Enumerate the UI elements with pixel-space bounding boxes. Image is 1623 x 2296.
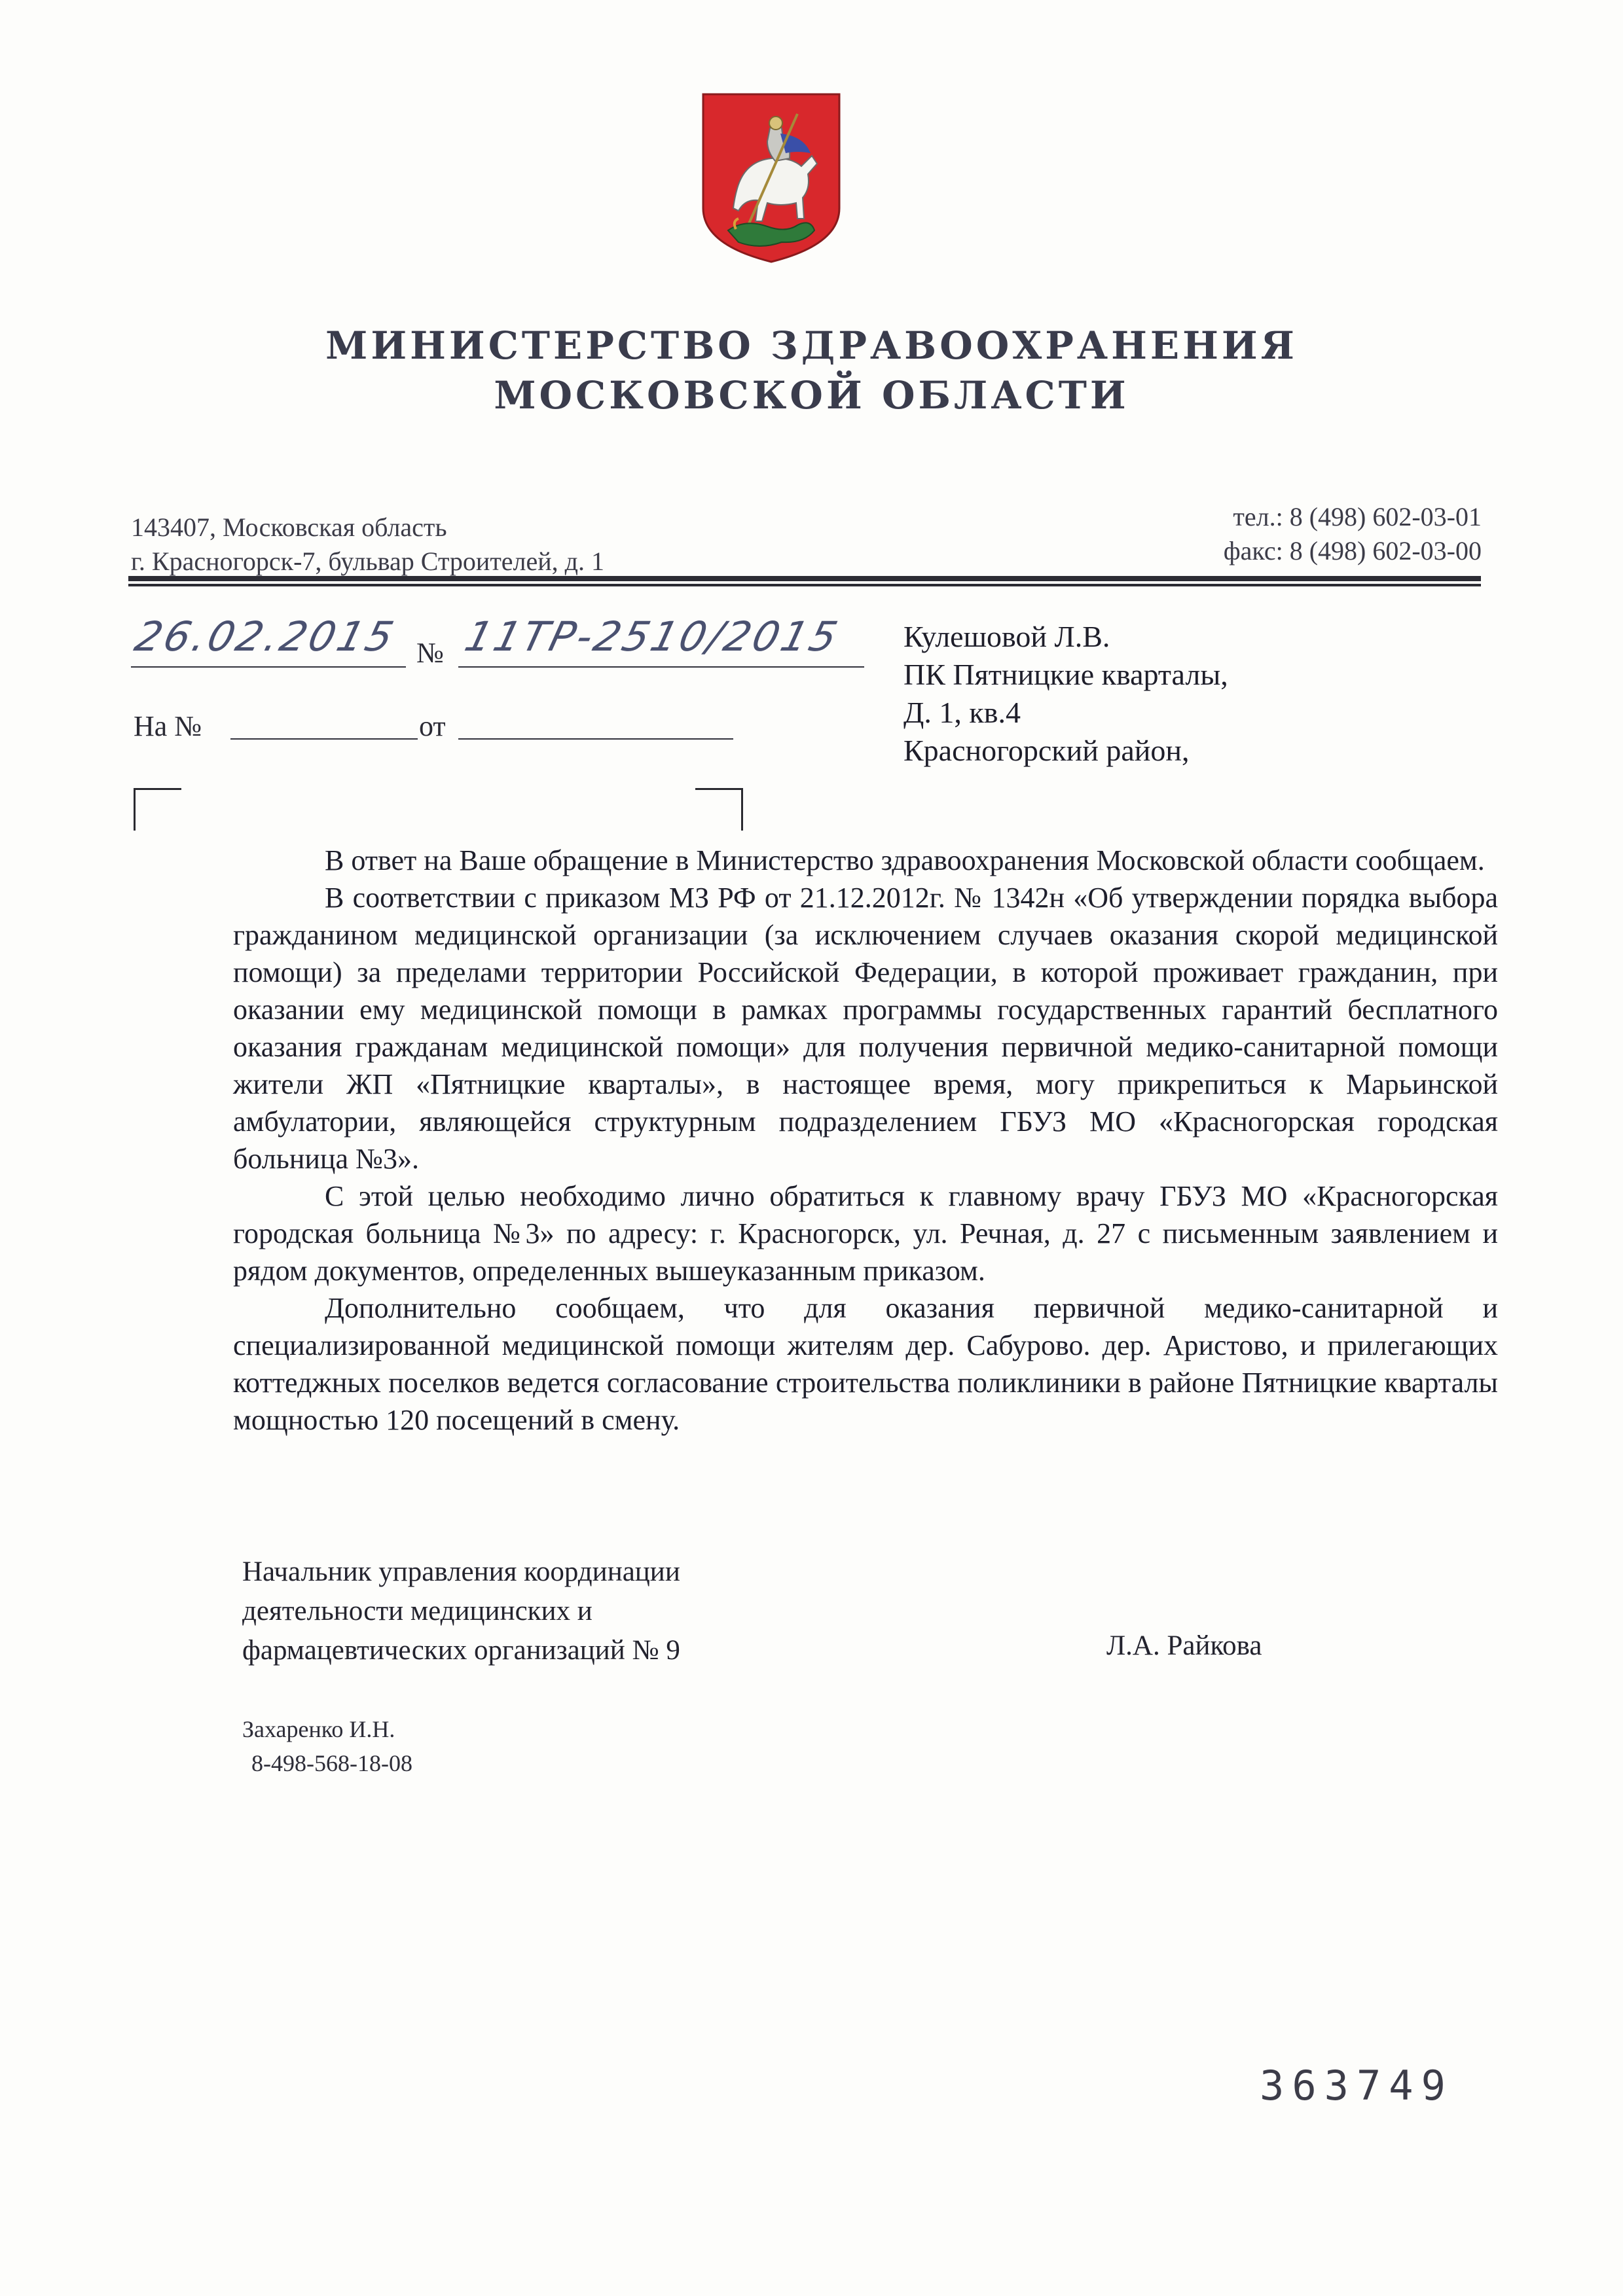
recipient-line4: Красногорский район, [903, 734, 1190, 767]
executor-phone: 8-498-568-18-08 [251, 1750, 412, 1776]
reference-number-underline [230, 738, 418, 740]
moscow-oblast-coat-of-arms [699, 90, 843, 266]
number-label: № [416, 637, 444, 669]
address-corner-mark-right [695, 788, 743, 831]
header-rule-thin [128, 584, 1481, 586]
signatory-position-line2: деятельности медицинских и [242, 1596, 593, 1626]
date-underline [131, 666, 406, 668]
body-paragraph: Дополнительно сообщаем, что для оказания первичной медико-санитарной и специализированной медицинской помощи жителям дер. Сабурово. дер. Аристово, и прилегающих коттеджных поселков ведется согласование строительства поликлиники в районе Пятницкие кварталы мощностью 120 посещений в смену. [233, 1292, 1498, 1436]
reference-date-underline [458, 738, 733, 740]
recipient-line2: ПК Пятницкие кварталы, [903, 658, 1228, 691]
ministry-phone: тел.: 8 (498) 602-03-01 [1233, 502, 1482, 531]
signatory-position [242, 1552, 680, 1670]
reference-number-label: На № [134, 710, 202, 742]
number-underline [458, 666, 864, 668]
letter-body [233, 842, 1498, 1439]
reference-from-label: от [419, 710, 446, 742]
address-corner-mark-left [134, 788, 181, 831]
ministry-title-line1: МИНИСТЕРСТВО ЗДРАВООХРАНЕНИЯ [325, 323, 1298, 368]
ministry-address-line1: 143407, Московская область [131, 512, 447, 542]
executor-name: Захаренко И.Н. [242, 1716, 395, 1742]
document-serial-number: 363749 [1260, 2062, 1453, 2109]
ministry-title-line2: МОСКОВСКОЙ ОБЛАСТИ [494, 373, 1129, 418]
ministry-address-line2: г. Красногорск-7, бульвар Строителей, д. 1 [131, 547, 605, 576]
executor-info [242, 1712, 412, 1780]
recipient-address [903, 618, 1228, 770]
header-rule-thick [128, 576, 1481, 581]
signatory-position-line3: фармацевтических организаций № 9 [242, 1635, 680, 1666]
signatory-name: Л.А. Райкова [1106, 1630, 1262, 1661]
body-paragraph: В ответ на Ваше обращение в Министерство здравоохранения Московской области сообщаем. [325, 844, 1485, 876]
body-paragraph: В соответствии с приказом МЗ РФ от 21.12.2012г. № 1342н «Об утверждении порядка выбора гражданином медицинской организации (за исключением случаев оказания скорой медицинской помощи) за пределами территории Российской Федерации, в которой проживает гражданин, при оказании ему медицинской помощи в рамках программы государственных гарантий бесплатного оказания гражданам медицинской помощи» для получения первичной медико-санитарной помощи жители ЖП «Пятницкие кварталы», в настоящее время, могу прикрепиться к Марьинской амбулатории, являющейся структурным подразделением ГБУЗ МО «Красногорская городская больница №3». [233, 882, 1498, 1175]
handwritten-date: 26.02.2015 [130, 613, 401, 660]
body-paragraph: С этой целью необходимо лично обратиться к главному врачу ГБУЗ МО «Красногорская городская больница №3» по адресу: г. Красногорск, ул. Речная, д. 27 с письменным заявлением и рядом документов, определенных вышеуказанным приказом. [233, 1180, 1498, 1287]
recipient-line3: Д. 1, кв.4 [903, 696, 1021, 729]
signatory-position-line1: Начальник управления координации [242, 1556, 680, 1587]
handwritten-outgoing-number: 11ТР-2510/2015 [460, 613, 845, 660]
ministry-fax: факс: 8 (498) 602-03-00 [1223, 536, 1482, 565]
recipient-line1: Кулешовой Л.В. [903, 620, 1110, 653]
